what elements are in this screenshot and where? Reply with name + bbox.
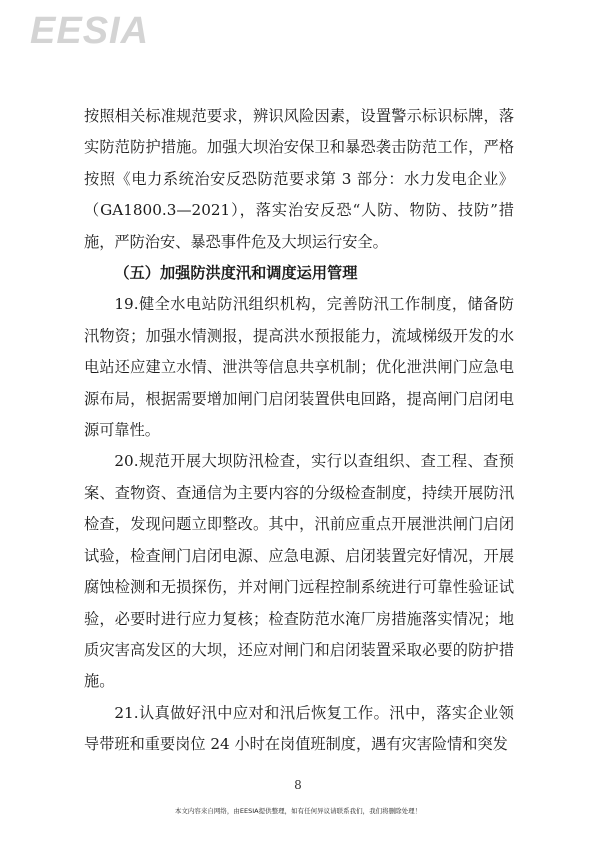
section-heading: （五）加强防洪度汛和调度运用管理 bbox=[114, 264, 358, 283]
paragraph-item-20: 20.规范开展大坝防汛检查，实行以查组织、查工程、查预案、查物资、查通信为主要内容的分级检查制度，持续开展防汛检查，发现问题立即整改。其中，汛前应重点开展泄洪闸门启闭试验，检查闸门启闭电源、应急电源、启闭装置完好情况，开展腐蚀检测和无损探伤，并对闸门远程控制系统进行可靠性验证试验，必要时进行应力复核；检查防范水淹厂房措施落实情况；地质灾害高发区的大坝，还应对闸门和启闭装置采取必要的防护措施。 bbox=[84, 452, 514, 691]
paragraph-continuation: 按照相关标准规范要求，辨识风险因素，设置警示标识标牌，落实防范防护措施。加强大坝治安保卫和暴恐袭击防范工作，严格按照《电力系统治安反恐防范要求第 3 部分：水力发电企业》（GA1800.3—2021），落实治安反恐“人防、物防、技防”措施，严防治安、暴恐事件危及大坝运行安全。 bbox=[84, 107, 514, 251]
paragraph-item-19: 19.健全水电站防汛组织机构，完善防汛工作制度，储备防汛物资；加强水情测报，提高洪水预报能力，流域梯级开发的水电站还应建立水情、泄洪等信息共享机制；优化泄洪闸门应急电源布局，根据需要增加闸门启闭装置供电回路，提高闸门启闭电源可靠性。 bbox=[84, 295, 514, 440]
eesia-logo: EESIA bbox=[30, 10, 150, 52]
document-body bbox=[84, 101, 514, 761]
paragraph-item-21: 21.认真做好汛中应对和汛后恢复工作。汛中，落实企业领导带班和重要岗位 24 小时在岗值班制度，遇有灾害险情和突发 bbox=[84, 703, 514, 754]
footer-disclaimer: 本文内容来自网络，由EESIA提供整理，如有任何异议请联系我们，我们将删除处理！ bbox=[174, 807, 422, 815]
page-number: 8 bbox=[294, 778, 302, 792]
